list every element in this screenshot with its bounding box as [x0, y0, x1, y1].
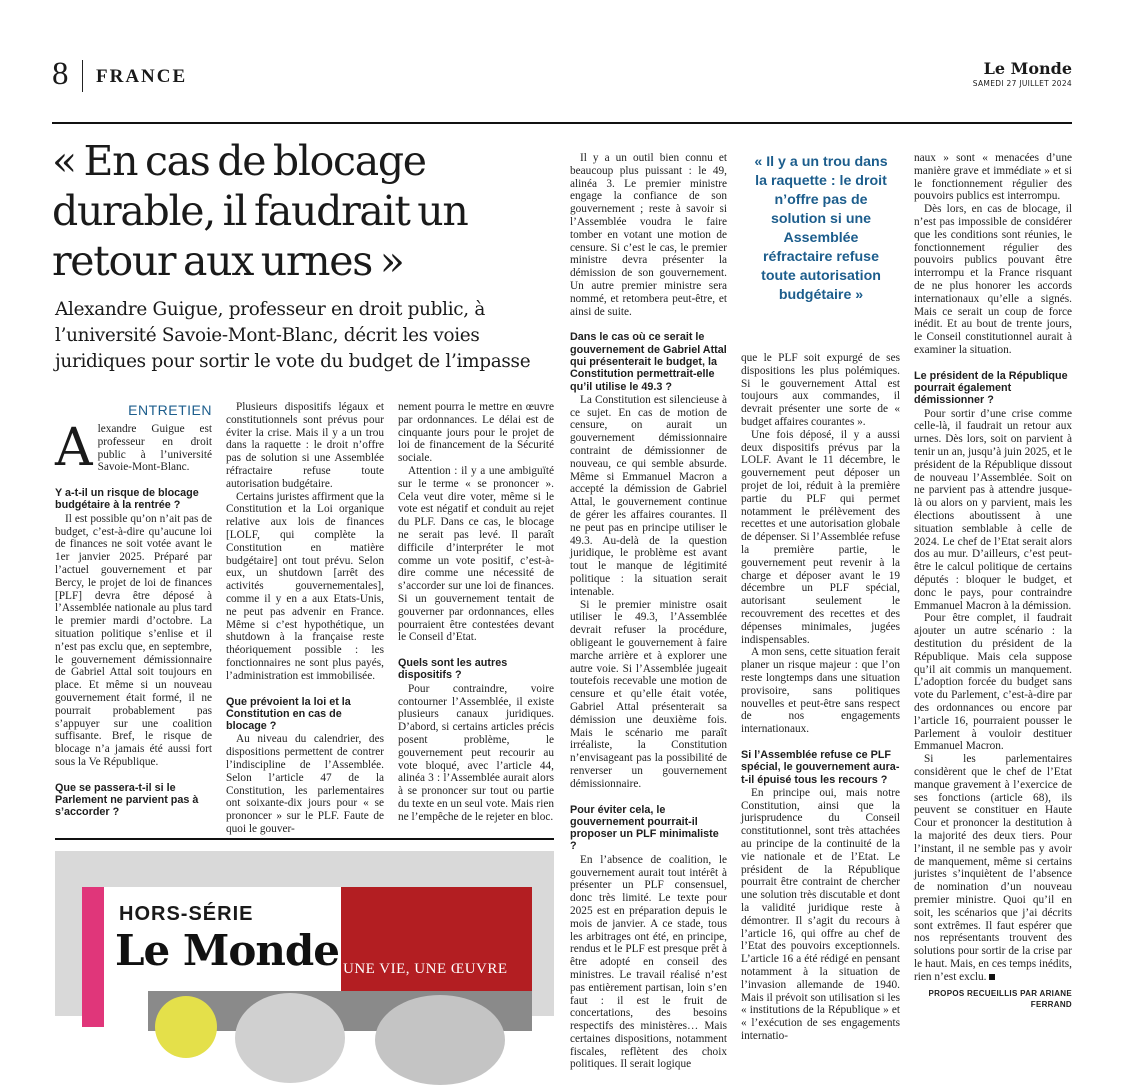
column-3	[398, 401, 554, 824]
ad-hors-serie-label: HORS-SÉRIE	[119, 903, 254, 925]
article-title: « En cas de blocage durable, il faudrait un retour aux urnes »	[52, 137, 468, 285]
ad-divider	[55, 838, 554, 840]
body-paragraph: Si les parlementaires considèrent que le chef de l’Etat manque gravement à l’exercice de ses fonctions (article 68), ils peuvent se constituer en Haute Cour et prononcer la destitution à la majorité des deux tiers. Pour l’instant, il ne semble pas y avoir de manquement, même si certains juristes s’inquiètent de l’absence de nomination d’un nouveau premier ministre. Quoi qu’il en soit, les scénarios que j’ai décrits sont extrêmes. Il faut espérer que nos représentants trouvent des solutions pour sortir de la crise par le haut. Mais, en ces temps inédits, rien n’est exclu.	[914, 753, 1072, 983]
question: Quels sont les autres dispositifs ?	[398, 657, 508, 682]
column-6	[914, 152, 1072, 1010]
body-paragraph: nement pourra le mettre en œuvre par ordonnances. Le délai est de cinquante jours pour le projet de loi de financement de la Sécurité sociale.	[398, 401, 554, 465]
body-paragraph: Certains juristes affirment que la Constitution et la Loi organique relative aux lois de finances [LOLF, qui complète la Constitution en matière budgétaire] ont tout prévu. Selon eux, un shutdown [arrêt des activités gouvernementales], comme il y en a aux Etats-Unis, ne peut pas advenir en France. Même si c’est hypothétique, un shutdown à la française reste théoriquement possible : les fonctionnaires ne sont plus payés, l’administration est immobilisée.	[226, 490, 384, 682]
question: Que prévoient la loi et la Constitution en cas de blocage ?	[226, 695, 351, 733]
body-paragraph: Plusieurs dispositifs légaux et constitutionnels sont prévus pour éviter la crise. Mais il y a un trou dans la raquette : le droit n’offre pas de solution si une Assemblée réfractaire refuse toute autorisation budgétaire.	[226, 401, 384, 490]
issue-date: SAMEDI 27 JUILLET 2024	[972, 79, 1072, 88]
question: Que se passera-t-il si le Parlement ne parvient pas à s’accorder ?	[55, 781, 199, 819]
question: Si l’Assemblée refuse ce PLF spécial, le gouvernement aura-t-il épuisé tous les recours ?	[741, 748, 900, 786]
question: Dans le cas où ce serait le gouvernement de Gabriel Attal qui présenterait le budget, la Constitution permettrait-elle qu’il utilise le 49.3 ?	[570, 331, 727, 393]
question: Le président de la République pourrait également démissionner ?	[914, 369, 1068, 407]
column-5	[741, 352, 900, 1043]
body-paragraph: Attention : il y a une ambiguïté sur le terme « se prononcer ». Cela veut dire voter, même si le vote est négatif et conduit au rejet du PLF. Dans ce cas, le blocage ne serait pas levé. Il paraît difficile d’interpréter le mot comme un vote positif, c’est-à-dire comme une nécessité de s’accorder sur une loi de finances. Si un gouvernement tentait de gouverner par ordonnances, elles pourraient être contestées devant le Conseil d’Etat.	[398, 464, 554, 644]
ad-yellow-circle	[155, 996, 217, 1058]
body-paragraph: La Constitution est silencieuse à ce sujet. En cas de motion de censure, on aurait un gouvernement démissionnaire contraint de démissionner de nouveau, ce qui semble absurde. Même si Emmanuel Macron a accepté la démission de Gabriel Attal, le gouvernement continue de gérer les affaires courantes. Il ne peut pas en principe utiliser le 49.3. Au-delà de la question juridique, le problème est avant tout le manque de légitimité politique : la situation serait intenable.	[570, 393, 727, 598]
body-paragraph: Pour contraindre, voire contourner l’Assemblée, il existe plusieurs canaux juridiques. D’abord, si certains articles précis posent problème, le gouvernement peut recourir au vote bloqué, avec l’article 44, alinéa 3 : l’Assemblée aurait alors à se prononcer sur tout ou partie du texte en un seul vote. Mais rien ne l’empêche de le rejeter en bloc.	[398, 682, 554, 823]
header-divider	[82, 60, 83, 92]
article-kicker: ENTRETIEN	[128, 402, 212, 418]
body-paragraph: Pour être complet, il faudrait ajouter un autre scénario : la destitution du président de la République. Mais cela suppose qu’il ait commis un manquement. L’adoption forcée du budget sans vote du Parlement, c’est-à-dire par des ordonnances ou encore par l’article 16, pourraient pousser le Parlement à vouloir destituer Emmanuel Macron.	[914, 612, 1072, 753]
newspaper-logo: Le Monde	[983, 59, 1072, 78]
section-label: FRANCE	[96, 66, 188, 87]
article-subtitle: Alexandre Guigue, professeur en droit public, à l’université Savoie-Mont-Blanc, décrit les voies juridiques pour sortir le vote du budget de l’impasse	[55, 299, 531, 372]
body-paragraph: Il y a un outil bien connu et beaucoup plus puissant : le 49, alinéa 3. Le premier ministre engage la confiance de son gouvernement ; reste à savoir si l’Assemblée voudra le faire tomber en votant une motion de censure. Si c’est le cas, le premier ministre devra présenter la démission de son gouvernement. Un autre premier ministre sera nommé, et retombera peut-être, et ainsi de suite.	[570, 152, 727, 318]
answer-paragraph: Il est possible qu’on n’ait pas de budget, c’est-à-dire qu’aucune loi de finances ne soit votée avant le 1er janvier 2025. Préparé par l’actuel gouvernement et par Bercy, le projet de loi de finances [PLF] devra être déposé à l’Assemblée nationale au plus tard le premier mardi d’octobre. La situation politique s’enlise et il n’est pas exclu que, en septembre, le gouvernement démissionnaire de Gabriel Attal soit toujours en place. Et même si un nouveau gouvernement était formé, il ne pourrait probablement pas s’appuyer sur une coalition suffisante. Bref, le risque de blocage n’a jamais été aussi fort sous la Ve République.	[55, 512, 212, 768]
question: Y a-t-il un risque de blocage budgétaire à la rentrée ?	[55, 487, 199, 512]
body-paragraph: que le PLF soit expurgé de ses dispositions les plus polémiques. Si le gouvernement Attal est toujours aux commandes, il devrait présenter une sorte de « budget affaires courantes ».	[741, 352, 900, 428]
body-paragraph: Une fois déposé, il y a aussi deux dispositifs prévus par la LOLF. Avant le 11 décembre, le gouvernement peut déposer un projet de loi, réduit à la première partie du PLF qui permet notamment le prélèvement des recettes et une autorisation globale de dépenser. Si l’Assemblée refuse la première partie, le gouvernement peut revenir à la charge et déposer avant le 19 décembre un PLF spécial, autorisant seulement le recouvrement des recettes et des dépenses minimales, jugées indispensables.	[741, 428, 900, 646]
header-rule	[52, 122, 1072, 124]
column-4	[570, 152, 727, 1071]
ad-photo-portrait-left	[235, 993, 345, 1083]
ad-tagline: UNE VIE, UNE ŒUVRE	[343, 961, 508, 977]
ad-le-monde-logo: Le Monde	[115, 926, 340, 975]
column-1	[55, 401, 212, 820]
ad-pink-stripe	[82, 887, 104, 1027]
body-paragraph: Dès lors, en cas de blocage, il n’est pas impossible de considérer que les conditions sont réunies, le fonctionnement régulier des pouvoirs publics pouvant être interrompu et la France risquant de ne plus honorer les accords internationaux qu’elle a signés. Mais ce serait un coup de force inédit. Et au bout de trente jours, le Conseil constitutionnel aurait à examiner la situation.	[914, 203, 1072, 356]
body-paragraph: naux » sont « menacées d’une manière grave et immédiate » et si le fonctionnement régulier des pouvoirs publics est interrompu.	[914, 152, 1072, 203]
pull-quote: « Il y a un trou dans la raquette : le droit n’offre pas de solution si une Assemblée réfractaire refuse toute autorisation budgétaire »	[754, 154, 888, 303]
body-paragraph: En principe oui, mais notre Constitution, ainsi que la jurisprudence du Conseil constitutionnel, sont très attachées au principe de la continuité de la vie nationale et de l’Etat. Le président de la République pourrait être contraint de chercher une solution très discutable et dont la validité juridique reste à démontrer. Il s’agit du recours à l’article 16, qui offre au chef de l’Etat des pouvoirs exceptionnels. L’article 16 a été rédigé en pensant notamment à la situation de l’invasion allemande de 1940. Mais il prévoit son utilisation si les « institutions de la République » et « l’exécution de ses engagements internatio-	[741, 786, 900, 1042]
hors-serie-advertisement[interactable]	[55, 851, 554, 1016]
column-2	[226, 401, 384, 836]
article-credit: PROPOS RECUEILLIS PAR ARIANE FERRAND	[928, 988, 1072, 1009]
body-paragraph: En l’absence de coalition, le gouvernement aurait tout intérêt à présenter un PLF consensuel, donc très limité. Le texte pour 2025 est en préparation depuis le mois de janvier. A ce stade, tous les arbitrages ont été, en principe, rendus et le PLF est presque prêt à être adopté en conseil des ministres. Le travail réalisé n’est pas entièrement partisan, loin s’en faut : il est le fruit de concertations, des besoins respectifs des ministères… Mais certaines dispositions, notamment fiscales, reflètent des choix politiques. Il serait logique	[570, 853, 727, 1071]
drop-cap: A	[55, 418, 93, 478]
question: Pour éviter cela, le gouvernement pourrait-il proposer un PLF minimaliste ?	[570, 803, 719, 853]
body-paragraph: Pour sortir d’une crise comme celle-là, il faudrait un retour aux urnes. Dès lors, soit on parvient à tenir un an, jusqu’à juin 2025, et le président de la République dissout de nouveau l’Assemblée. Soit on ne parvient pas à attendre jusque-là ou alors on y parvient, mais les élections aboutissent à une situation semblable à celle de 2024. Le chef de l’Etat serait alors dos au mur. D’ailleurs, c’est peut-être le calcul politique de certains députés : bloquer le budget, et donc le pays, pour contraindre Emmanuel Macron à la démission.	[914, 407, 1072, 612]
ad-photo-portrait-right	[375, 995, 505, 1085]
body-paragraph: Au niveau du calendrier, des dispositions permettent de contrer l’indiscipline de l’Assemblée. Selon l’article 47 de la Constitution, les parlementaires ont soixante-dix jours pour « se prononcer » sur le PLF. Faute de quoi le gouver-	[226, 733, 384, 835]
page-number: 8	[52, 56, 69, 92]
body-paragraph: A mon sens, cette situation ferait planer un risque majeur : que l’on reste longtemps dans une situation provisoire, sans politiques nouvelles et peut-être sans respect de nos engagements internationaux.	[741, 646, 900, 736]
end-mark-icon	[989, 974, 995, 980]
intro-paragraph: Alexandre Guigue est professeur en droit public à l’université Savoie-Mont-Blanc.	[55, 418, 212, 478]
body-paragraph: Si le premier ministre osait utiliser le 49.3, l’Assemblée devrait refuser la procédure, obligeant le gouvernement à faire marche arrière et à explorer une autre voie. Si l’Assemblée jugeait toutefois recevable une motion de censure et qu’elle était votée, Gabriel Attal présenterait sa démission une deuxième fois. Mais le scénario me paraît irréaliste, la Constitution n’envisageant pas la possibilité de renverser un gouvernement démissionnaire.	[570, 598, 727, 790]
